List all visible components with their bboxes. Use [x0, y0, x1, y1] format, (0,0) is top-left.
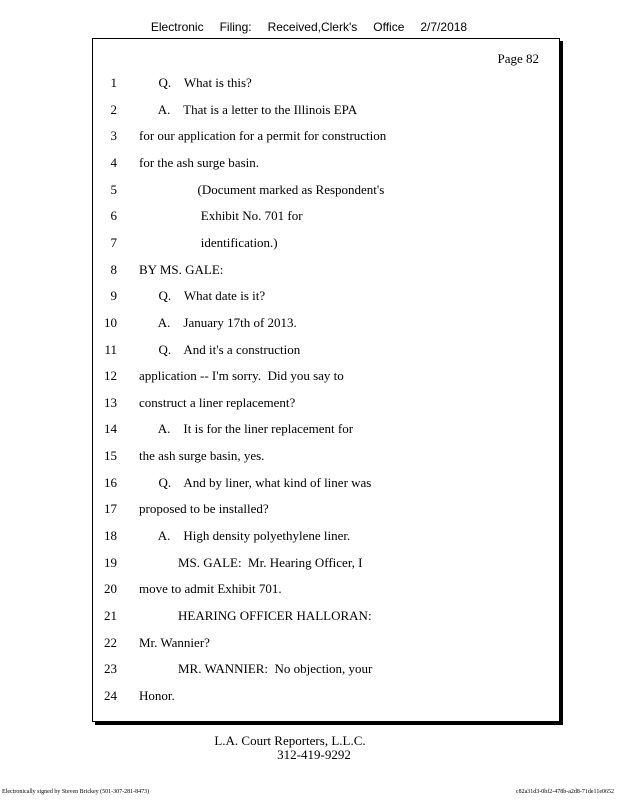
filing-header [0, 20, 618, 34]
line-text: for our application for a permit for construction [139, 128, 387, 144]
filing-header-part: Filing: [219, 20, 252, 34]
line-number: 11 [104, 341, 117, 357]
transcript-line [93, 528, 559, 548]
transcript-line [93, 128, 559, 148]
transcript-line [93, 421, 559, 441]
transcript-line [93, 581, 559, 601]
transcript-line [93, 635, 559, 655]
line-text: A. January 17th of 2013. [139, 314, 297, 330]
line-number: 10 [104, 314, 117, 330]
line-text: Q. And it's a construction [139, 341, 301, 357]
page-number: Page 82 [497, 51, 539, 66]
line-text: A. It is for the liner replacement for [139, 421, 354, 437]
transcript-line [93, 288, 559, 308]
transcript-line [93, 501, 559, 521]
transcript-page [92, 38, 560, 722]
line-number: 16 [104, 474, 117, 490]
filing-header-part: 2/7/2018 [420, 20, 468, 34]
line-text: Q. And by liner, what kind of liner was [139, 474, 372, 490]
line-number: 6 [110, 208, 117, 224]
line-number: 22 [104, 634, 117, 650]
transcript-line [93, 182, 559, 202]
line-number: 4 [110, 154, 117, 170]
transcript-line [93, 395, 559, 415]
transcript-line [93, 661, 559, 681]
line-text: identification.) [139, 234, 278, 250]
transcript-line [93, 75, 559, 95]
line-text: (Document marked as Respondent's [139, 181, 385, 197]
transcript-line [93, 342, 559, 362]
transcript-line [93, 475, 559, 495]
line-number: 19 [104, 554, 117, 570]
line-number: 20 [104, 581, 117, 597]
transcript-line [93, 608, 559, 628]
line-text: MR. WANNIER: No objection, your [139, 661, 373, 677]
line-number: 18 [104, 528, 117, 544]
line-text: Q. What date is it? [139, 288, 266, 304]
line-text: proposed to be installed? [139, 501, 269, 517]
line-text: Mr. Wannier? [139, 634, 210, 650]
line-number: 21 [104, 608, 117, 623]
filing-header-part: Office [373, 20, 405, 34]
transcript-line [93, 448, 559, 468]
line-text: Honor. [139, 687, 175, 703]
document-hash: c82a31d3-0bf2-478b-a2d8-71de11e0652 [515, 789, 614, 795]
transcript-line [93, 155, 559, 175]
line-text: construct a liner replacement? [139, 394, 296, 410]
transcript-line [93, 235, 559, 255]
line-number: 14 [104, 421, 117, 437]
line-number: 7 [110, 234, 117, 250]
electronic-signature: Electronically signed by Steven Brickey (501-307-281-8473) [2, 789, 150, 795]
transcript-line [93, 262, 559, 282]
line-number: 2 [110, 101, 117, 117]
filing-header-part: Received,Clerk's [267, 20, 358, 34]
transcript-line [93, 555, 559, 575]
line-text: A. High density polyethylene liner. [139, 528, 351, 544]
line-text: Exhibit No. 701 for [139, 208, 303, 224]
footer-phone: 312-419-9292 [277, 747, 351, 762]
line-text: MS. GALE: Mr. Hearing Officer, I [139, 554, 363, 570]
line-number: 12 [104, 368, 117, 384]
line-number: 5 [110, 181, 117, 197]
line-number: 9 [110, 288, 117, 304]
line-number: 13 [104, 394, 117, 410]
line-text: A. That is a letter to the Illinois EPA [139, 101, 358, 117]
line-number: 24 [104, 687, 117, 703]
line-text: application -- I'm sorry. Did you say to [139, 368, 344, 384]
transcript-line [93, 688, 559, 708]
line-text: Q. What is this? [139, 75, 252, 90]
filing-header-part: Electronic [150, 20, 204, 34]
line-text: HEARING OFFICER HALLORAN: [139, 608, 372, 623]
line-number: 17 [104, 501, 117, 517]
transcript-line [93, 102, 559, 122]
line-text: the ash surge basin, yes. [139, 448, 265, 464]
line-number: 15 [104, 448, 117, 464]
line-text: BY MS. GALE: [139, 261, 224, 277]
line-number: 8 [110, 261, 117, 277]
line-text: for the ash surge basin. [139, 154, 259, 170]
transcript-line [93, 368, 559, 388]
footer-company: L.A. Court Reporters, L.L.C. [214, 733, 366, 748]
transcript-line [93, 208, 559, 228]
transcript-line [93, 315, 559, 335]
line-text: move to admit Exhibit 701. [139, 581, 282, 597]
line-number: 23 [104, 661, 117, 677]
line-number: 1 [110, 75, 117, 90]
line-number: 3 [110, 128, 117, 144]
